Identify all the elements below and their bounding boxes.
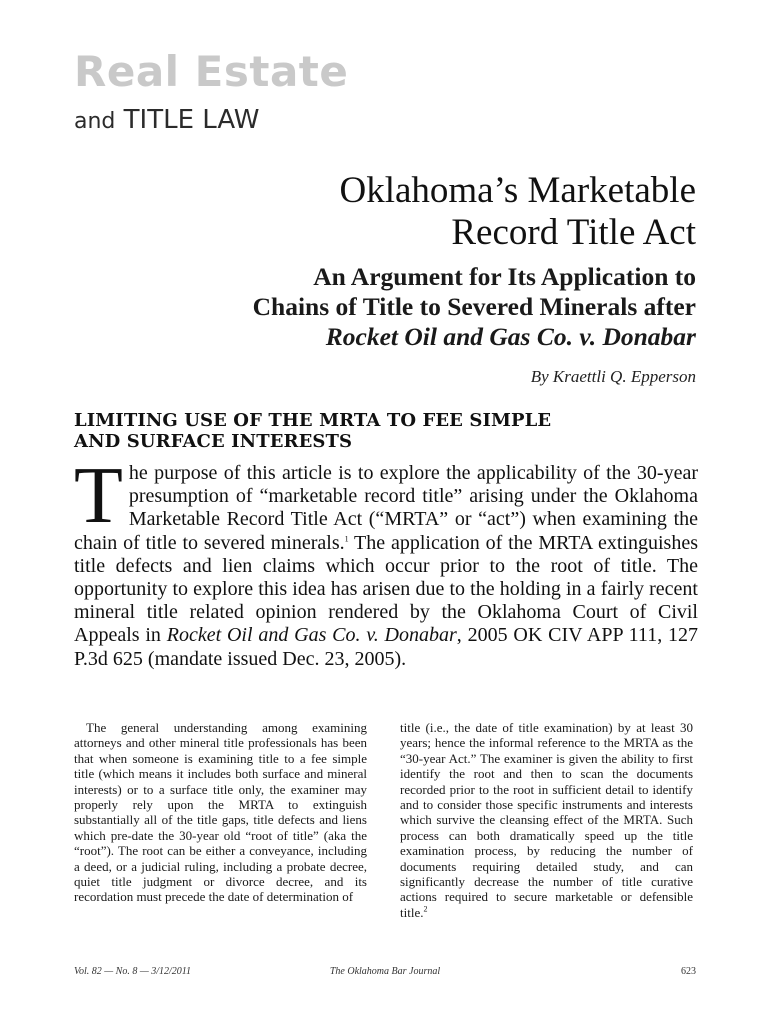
lead-text-2: The application of the MRTA extinguishes title defects and lien claims which occur prior to the root of title. The opportunity to explore this idea has arisen due to the holding in a fairly recent mineral title related opinion rendered by the Oklahoma Court of Civil Appeals in: [74, 531, 698, 647]
lead-text-3: , 2005 OK CIV APP 111, 127 P.3d 625 (mandate issued Dec. 23, 2005).: [74, 624, 699, 670]
footnote-ref-2: 2: [423, 904, 428, 914]
article-subtitle-case: Rocket Oil and Gas Co. v. Donabar: [325, 322, 696, 351]
section-heading-line2: AND SURFACE INTERESTS: [74, 431, 353, 452]
footer-journal: The Oklahoma Bar Journal: [329, 966, 441, 977]
section-subtitle-rest: TITLE LAW: [123, 105, 260, 135]
article-title: [136, 170, 696, 254]
article-title-line1: Oklahoma’s Marketable: [339, 170, 696, 211]
article-subtitle-line1: An Argument for Its Application to: [313, 262, 696, 291]
article-subtitle-line2: Chains of Title to Severed Minerals after: [252, 292, 696, 321]
drop-cap: T: [74, 452, 123, 540]
section-heading: [74, 410, 634, 452]
lead-case-name: Rocket Oil and Gas Co. v. Donabar: [166, 624, 457, 647]
body-right-column: [400, 720, 693, 920]
section-title: Real Estate: [74, 47, 349, 96]
lead-text-1: he purpose of this article is to explore the applicability of the 30-year presumption of “marketable record title” arising under the Oklahoma Marketable Record Title Act (“MRTA” or “act”) when examining the chain of title to severed minerals.: [74, 462, 698, 554]
article-title-line2: Record Title Act: [451, 212, 696, 253]
byline: By Kraettli Q. Epperson: [530, 367, 696, 386]
section-subtitle-and: and: [74, 109, 116, 134]
article-subtitle: [136, 262, 696, 352]
section-heading-line1: LIMITING USE OF THE MRTA TO FEE SIMPLE: [74, 410, 552, 431]
footer-volume: Vol. 82 — No. 8 — 3/12/2011: [74, 966, 192, 977]
footnote-ref-1: 1: [344, 533, 349, 543]
lead-paragraph: [74, 452, 699, 671]
body-right-text: title (i.e., the date of title examination) by at least 30 years; hence the informal reference to the MRTA as the “30-year Act.” The examiner is given the ability to first identify the root and then to scan the documents recorded prior to the root in sufficient detail to identify and to consider those specific instruments and interests which survive the cleansing effect of the MRTA. Such process can both dramatically speed up the title examination process, by reducing the number of documents requiring detailed study, and can significantly decrease the number of title curative actions required to secure marketable or defensible title.: [400, 720, 693, 920]
footer-page-number: 623: [681, 966, 696, 977]
body-left-column: The general understanding among examining attorneys and other mineral title professionals has been that when someone is examining title to a fee simple title (which means it includes both surface and mineral interests) or to a surface title only, the examiner may properly rely upon the MRTA to extinguish substantially all of the title gaps, title defects and liens which pre-date the 30-year old “root of title” (aka the “root”). The root can be either a conveyance, including a deed, or a judicial ruling, including a probate decree, quiet title judgment or divorce decree, and its recordation must precede the date of determination of: [74, 720, 367, 905]
section-subtitle: [74, 104, 259, 138]
